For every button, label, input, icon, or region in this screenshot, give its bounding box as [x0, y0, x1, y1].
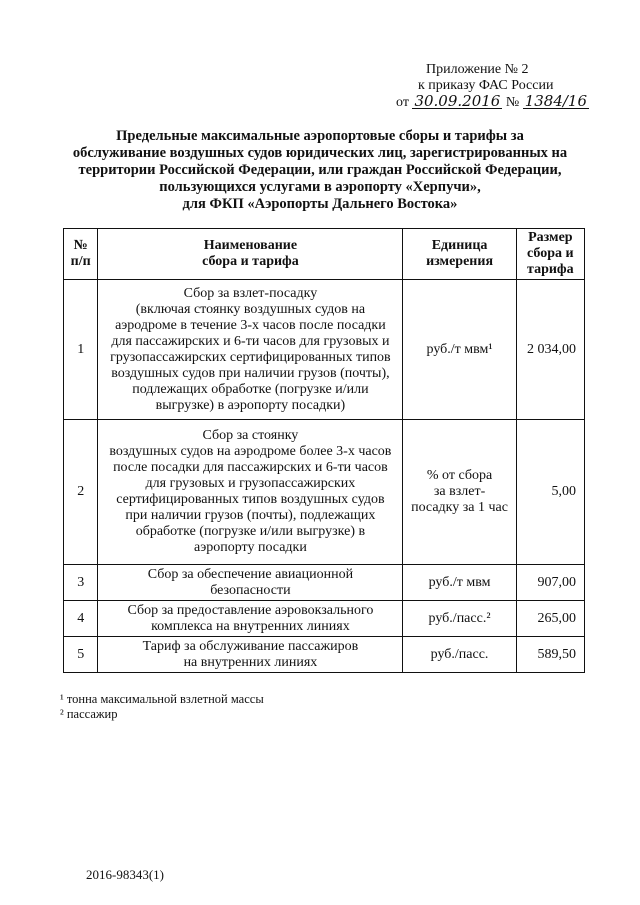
table-row: [64, 637, 585, 673]
title-line: пользующихся услугами в аэропорту «Херпучи»,: [159, 179, 481, 195]
row-amount: 907,00: [516, 565, 584, 601]
tariff-table: [63, 228, 585, 673]
table-row: [64, 565, 585, 601]
row-number: 4: [64, 601, 98, 637]
footnote-2: ² пассажир: [60, 707, 118, 721]
row-unit: % от сбора за взлет- посадку за 1 час: [403, 420, 516, 565]
title-line: территории Российской Федерации, или граждан Российской Федерации,: [78, 162, 562, 178]
row-name: Сбор за обеспечение авиационной безопасности: [98, 565, 403, 601]
row-number: 3: [64, 565, 98, 601]
appendix-date-line: [396, 94, 589, 111]
row-name: Сбор за взлет-посадку (включая стоянку воздушных судов на аэродроме в течение 3-х часов после посадки для пассажирских и 6-ти часов для грузовых и грузопассажирских сертифицированных типов воздушных судов при наличии грузов (почты), подлежащих обработке (погрузке и/или выгрузке) в аэропорту посадки): [98, 280, 403, 420]
title-line: для ФКП «Аэропорты Дальнего Востока»: [182, 196, 458, 212]
row-number: 5: [64, 637, 98, 673]
table-row: [64, 420, 585, 565]
row-unit: руб./т мвм: [403, 565, 516, 601]
number-prefix: №: [505, 95, 520, 110]
row-amount: 265,00: [516, 601, 584, 637]
appendix-title: Приложение № 2: [426, 62, 529, 77]
row-amount: 5,00: [516, 420, 584, 565]
row-number: 2: [64, 420, 98, 565]
footnote-1: ¹ тонна максимальной взлетной массы: [60, 692, 264, 706]
document-title: [50, 128, 590, 213]
row-number: 1: [64, 280, 98, 420]
table-header-row: [64, 229, 585, 280]
row-unit: руб./пасс.: [403, 637, 516, 673]
row-name: Сбор за стоянку воздушных судов на аэродроме более 3-х часов после посадки для пассажирских и 6-ти часов для грузовых и грузопассажирских сертифицированных типов воздушных судов при наличии грузов (почты), подлежащих обработке (погрузке и/или выгрузке) в аэропорту посадки: [98, 420, 403, 565]
document-number: 2016-98343(1): [86, 867, 164, 882]
row-name: Сбор за предоставление аэровокзального комплекса на внутренних линиях: [98, 601, 403, 637]
date-prefix: от: [396, 95, 409, 110]
appendix-order-ref: к приказу ФАС России: [418, 78, 554, 93]
footnotes: [60, 692, 264, 722]
header-num: № п/п: [64, 229, 98, 280]
header-amount: Размер сбора и тарифа: [516, 229, 584, 280]
header-unit: Единица измерения: [403, 229, 516, 280]
row-amount: 589,50: [516, 637, 584, 673]
order-number: 1384/16: [524, 92, 588, 110]
row-unit: руб./пасс.²: [403, 601, 516, 637]
title-line: Предельные максимальные аэропортовые сборы и тарифы за: [116, 128, 524, 144]
row-unit: руб./т мвм¹: [403, 280, 516, 420]
title-line: обслуживание воздушных судов юридических лиц, зарегистрированных на: [72, 145, 568, 161]
table-row: [64, 601, 585, 637]
row-amount: 2 034,00: [516, 280, 584, 420]
table-row: [64, 280, 585, 420]
appendix-block: [396, 62, 589, 111]
header-name: Наименование сбора и тарифа: [98, 229, 403, 280]
order-date: 30.09.2016: [414, 92, 501, 110]
row-name: Тариф за обслуживание пассажиров на внутренних линиях: [98, 637, 403, 673]
